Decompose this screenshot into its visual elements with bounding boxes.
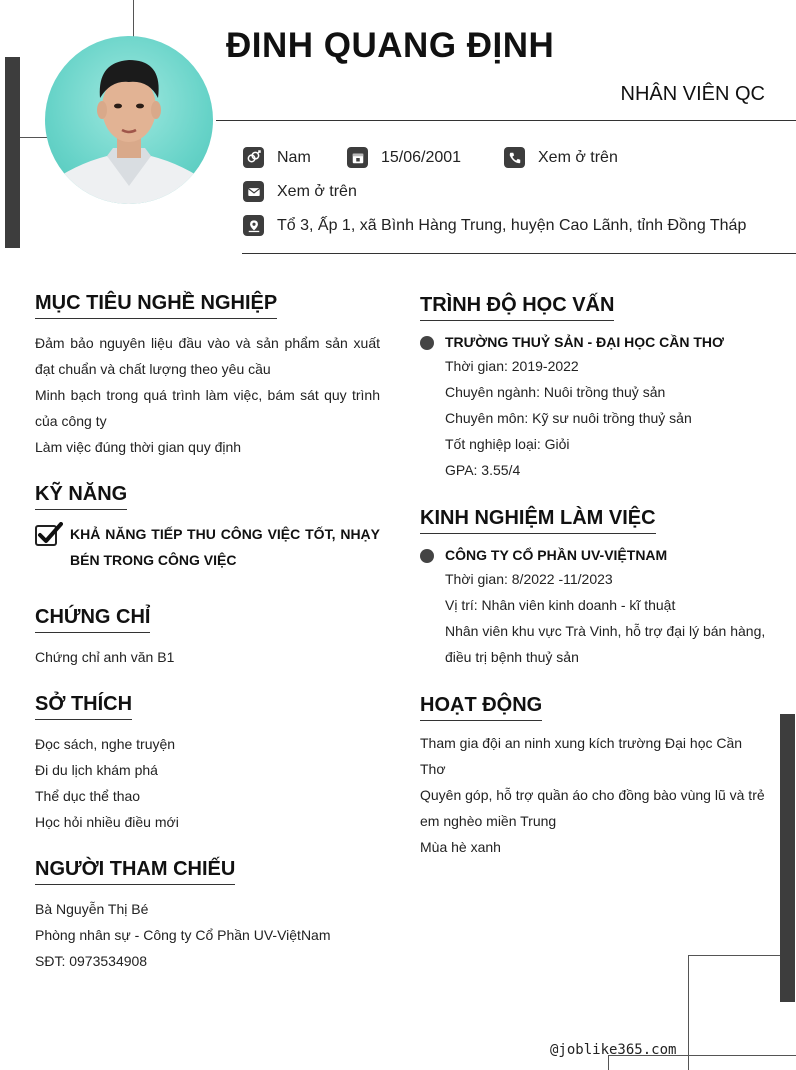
left-accent-bar (5, 57, 20, 248)
watermark: @joblike365.com (550, 1042, 677, 1058)
reference-line: SĐT: 0973534908 (35, 953, 148, 969)
section-title-activities: HOẠT ĐỘNG (420, 694, 542, 721)
birthday-value: 15/06/2001 (381, 148, 462, 166)
certificate-item: Chứng chỉ anh văn B1 (35, 649, 175, 665)
candidate-name: ĐINH QUANG ĐỊNH (226, 26, 555, 65)
phone-icon (504, 147, 525, 168)
hobby-item: Đi du lịch khám phá (35, 762, 158, 778)
profile-photo (45, 36, 213, 204)
gender-value: Nam (277, 148, 311, 166)
experience-content (445, 566, 770, 670)
corner-frame-left (688, 955, 689, 1070)
checkbox-check-icon (35, 522, 63, 551)
objective-content (35, 330, 380, 460)
header-divider (216, 120, 796, 121)
calendar-icon (347, 147, 368, 168)
section-title-certificates: CHỨNG CHỈ (35, 606, 150, 633)
experience-line: Thời gian: 8/2022 -11/2023 (445, 571, 613, 587)
school-name: TRƯỜNG THUỶ SẢN - ĐẠI HỌC CẦN THƠ (445, 334, 724, 350)
reference-line: Bà Nguyễn Thị Bé (35, 901, 149, 917)
objective-line: Minh bạch trong quá trình làm việc, bám sát quy trình của công ty (35, 387, 380, 429)
activity-line: Quyên góp, hỗ trợ quần áo cho đồng bào vùng lũ và trẻ em nghèo miền Trung (420, 787, 765, 829)
section-title-objective: MỤC TIÊU NGHỀ NGHIỆP (35, 292, 277, 319)
education-content (445, 353, 775, 483)
education-line: GPA: 3.55/4 (445, 462, 521, 478)
gender-info (243, 147, 347, 168)
hobby-item: Đọc sách, nghe truyện (35, 736, 176, 752)
contact-row-3 (243, 215, 746, 236)
contact-divider (242, 253, 796, 254)
hobby-item: Thể dục thể thao (35, 788, 141, 804)
skill-text: KHẢ NĂNG TIẾP THU CÔNG VIỆC TỐT, NHẠY BÉN TRONG CÔNG VIỆC (70, 526, 380, 568)
skill-item (35, 521, 380, 573)
section-title-hobbies: SỞ THÍCH (35, 693, 132, 720)
objective-line: Đảm bảo nguyên liệu đầu vào và sản phẩm sản xuất đạt chuẩn và chất lượng theo yêu cầu (35, 335, 380, 377)
top-vertical-line (133, 0, 134, 38)
left-horizontal-line (20, 137, 48, 138)
activity-line: Tham gia đội an ninh xung kích trường Đại học Cần Thơ (420, 735, 743, 777)
objective-line: Làm việc đúng thời gian quy định (35, 439, 242, 455)
corner-frame-top (688, 955, 780, 956)
birthday-info (347, 147, 504, 168)
hobby-item: Học hỏi nhiều điều mới (35, 814, 179, 830)
experience-line: Vị trí: Nhân viên kinh doanh - kĩ thuật (445, 597, 676, 613)
address-value: Tổ 3, Ấp 1, xã Bình Hàng Trung, huyện Cao Lãnh, tỉnh Đồng Tháp (277, 216, 747, 234)
section-title-education: TRÌNH ĐỘ HỌC VẤN (420, 294, 614, 321)
contact-row-1 (243, 147, 618, 168)
education-line: Thời gian: 2019-2022 (445, 358, 579, 374)
experience-bullet (420, 549, 434, 563)
experience-line: Nhân viên khu vực Trà Vinh, hỗ trợ đại lý bán hàng, điều trị bệnh thuỷ sản (445, 623, 766, 665)
reference-line: Phòng nhân sự - Công ty Cổ Phần UV-ViệtNam (35, 927, 331, 943)
references-content (35, 896, 380, 974)
education-bullet (420, 336, 434, 350)
certificates-content (35, 644, 380, 670)
section-title-experience: KINH NGHIỆM LÀM VIỆC (420, 507, 656, 534)
gender-icon (243, 147, 264, 168)
email-info (243, 181, 357, 202)
email-icon (243, 181, 264, 202)
section-title-references: NGƯỜI THAM CHIẾU (35, 858, 235, 885)
education-line: Tốt nghiệp loại: Giỏi (445, 436, 570, 452)
right-accent-bar (780, 714, 795, 1002)
activity-line: Mùa hè xanh (420, 839, 501, 855)
email-value: Xem ở trên (277, 182, 357, 200)
location-icon (243, 215, 264, 236)
education-line: Chuyên ngành: Nuôi trồng thuỷ sản (445, 384, 666, 400)
contact-row-2 (243, 181, 357, 202)
hobbies-content (35, 731, 380, 835)
education-line: Chuyên môn: Kỹ sư nuôi trồng thuỷ sản (445, 410, 692, 426)
activities-content (420, 730, 770, 860)
job-title: NHÂN VIÊN QC (620, 83, 765, 105)
section-title-skills: KỸ NĂNG (35, 483, 127, 510)
company-name: CÔNG TY CỔ PHẦN UV-VIỆTNAM (445, 547, 668, 563)
address-info (243, 215, 746, 236)
phone-value: Xem ở trên (538, 148, 618, 166)
phone-info (504, 147, 618, 168)
